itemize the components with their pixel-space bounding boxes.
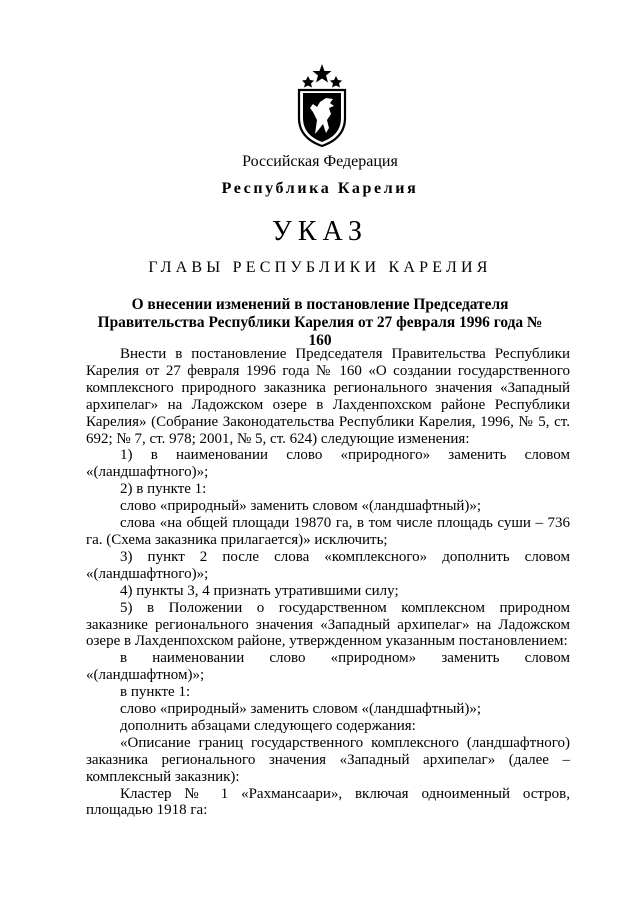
republic-name: Республика Карелия xyxy=(221,180,419,197)
document-type: УКАЗ xyxy=(271,216,369,247)
paragraph: 4) пункты 3, 4 признать утратившими силу; xyxy=(120,582,399,599)
title-line: О внесении изменений в постановление Председателя xyxy=(131,296,509,313)
document-title xyxy=(90,296,550,350)
paragraph: 5) в Положении о государственном комплексном природном заказнике регионального значения «Западный архипелаг» на Ладожском озере в Лахденпохском районе, утвержденном указанным постановлением: xyxy=(86,599,570,650)
paragraph: в пункте 1: xyxy=(120,684,191,701)
document-issuer: ГЛАВЫ РЕСПУБЛИКИ КАРЕЛИЯ xyxy=(148,259,492,276)
paragraph: Кластер № 1 «Рахмансаари», включая одноименный остров, площадью 1918 га: xyxy=(86,785,570,819)
paragraph: 2) в пункте 1: xyxy=(120,481,207,498)
paragraph: 3) пункт 2 после слова «комплексного» дополнить словом «(ландшафтного)»; xyxy=(86,548,570,582)
karelia-coat-of-arms-icon xyxy=(293,62,351,148)
paragraph: в наименовании слово «природном» заменить словом «(ландшафтном)»; xyxy=(86,650,570,684)
paragraph: слово «природный» заменить словом «(ландшафтный)»; xyxy=(120,498,482,515)
paragraph: слово «природный» заменить словом «(ландшафтный)»; xyxy=(120,701,482,718)
title-line: Правительства Республики Карелия от 27 февраля 1996 года № 160 xyxy=(97,314,543,349)
document-body xyxy=(86,346,570,819)
paragraph: 1) в наименовании слово «природного» заменить словом «(ландшафтного)»; xyxy=(86,447,570,481)
country-name: Российская Федерация xyxy=(242,153,398,170)
paragraph: дополнить абзацами следующего содержания: xyxy=(120,717,416,734)
paragraph: Внести в постановление Председателя Правительства Республики Карелия от 27 февраля 1996 года № 160 «О создании государственного комплексного природного заказника регионального значения «Западный архипелаг» на Ладожском озере в Лахденпохском районе Республики Карелия» (Собрание Законодательства Республики Карелия, 1996, № 5, ст. 692; № 7, ст. 978; 2001, № 5, ст. 624) следующие изменения: xyxy=(86,346,570,447)
paragraph: «Описание границ государственного комплексного (ландшафтного) заказника регионального значения «Западный архипелаг» (далее – комплексный заказник): xyxy=(86,734,570,785)
paragraph: слова «на общей площади 19870 га, в том числе площадь суши – 736 га. (Схема заказника прилагается)» исключить; xyxy=(86,515,570,548)
